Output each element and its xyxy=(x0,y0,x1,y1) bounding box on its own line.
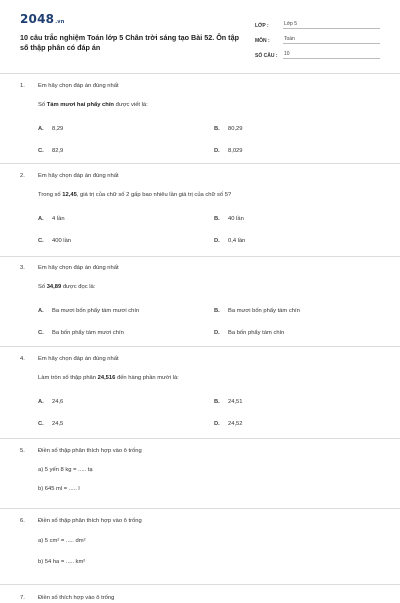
option-a[interactable]: A. 4 lần xyxy=(38,216,65,222)
question-body: Làm tròn số thập phân 24,516 đến hàng phần mười là: xyxy=(38,375,179,381)
meta-label: SỐ CÂU : xyxy=(255,53,278,59)
question-2 xyxy=(20,171,380,244)
divider xyxy=(0,438,400,439)
sub-question-b: b) 54 ha = ..... km² xyxy=(38,559,86,565)
meta-row-class xyxy=(255,14,380,29)
question-1 xyxy=(20,81,380,154)
question-number: 4. xyxy=(20,356,25,362)
question-6 xyxy=(20,516,380,565)
option-b[interactable]: B. Ba mươi bốn phẩy tám chín xyxy=(214,308,300,314)
option-d[interactable]: D. 8,029 xyxy=(214,148,243,154)
question-number: 5. xyxy=(20,448,25,454)
option-b[interactable]: B. 24,51 xyxy=(214,399,243,405)
question-prompt: Em hãy chọn đáp án đúng nhất xyxy=(38,265,119,271)
question-3 xyxy=(20,263,380,336)
question-number: 6. xyxy=(20,518,25,524)
option-b[interactable]: B. 80,29 xyxy=(214,126,243,132)
sub-question-a: a) 5 cm² = ..... dm² xyxy=(38,538,86,544)
meta-label: MÔN : xyxy=(255,38,270,44)
divider xyxy=(0,256,400,257)
page-title: 10 câu trắc nghiệm Toán lớp 5 Chân trời sáng tạo Bài 52. Ôn tập số thập phân có đáp án xyxy=(20,33,239,52)
question-7 xyxy=(20,593,380,603)
option-c[interactable]: C. 82,9 xyxy=(38,148,64,154)
question-4 xyxy=(20,354,380,427)
meta-row-subject xyxy=(255,29,380,44)
divider xyxy=(0,163,400,164)
option-d[interactable]: D. 24,52 xyxy=(214,421,243,427)
question-5 xyxy=(20,446,380,492)
sub-question-a: a) 5 yến 8 kg = ..... tạ xyxy=(38,467,93,473)
divider xyxy=(0,346,400,347)
question-body: Trong số 12,45, giá trị của chữ số 2 gấp bao nhiêu lần giá trị của chữ số 5? xyxy=(38,192,232,198)
question-prompt: Điền số thích hợp vào ô trống xyxy=(38,595,115,601)
sub-question-b: b) 645 ml = ..... l xyxy=(38,486,80,492)
option-a[interactable]: A. Ba mươi bốn phẩy tám mươi chín xyxy=(38,308,140,314)
question-number: 2. xyxy=(20,173,25,179)
question-number: 1. xyxy=(20,83,25,89)
question-prompt: Em hãy chọn đáp án đúng nhất xyxy=(38,173,119,179)
question-body: Số Tám mươi hai phẩy chín được viết là: xyxy=(38,102,148,108)
question-number: 3. xyxy=(20,265,25,271)
question-prompt: Em hãy chọn đáp án đúng nhất xyxy=(38,356,119,362)
option-c[interactable]: C. Ba bốn phẩy tám mươi chín xyxy=(38,330,124,336)
question-prompt: Điền số thập phân thích hợp vào ô trống xyxy=(38,518,142,524)
option-c[interactable]: C. 400 lần xyxy=(38,238,72,244)
option-b[interactable]: B. 40 lần xyxy=(214,216,244,222)
site-logo[interactable]: 2048.vn xyxy=(20,12,65,26)
question-number: 7. xyxy=(20,595,25,601)
question-prompt: Em hãy chọn đáp án đúng nhất xyxy=(38,83,119,89)
meta-label: LỚP : xyxy=(255,23,269,29)
meta-value: Lớp 5 xyxy=(283,21,380,29)
divider xyxy=(0,73,400,74)
option-a[interactable]: A. 24,6 xyxy=(38,399,64,405)
meta-info xyxy=(255,14,380,59)
question-body: Số 34,89 được đọc là: xyxy=(38,284,96,290)
question-prompt: Điền số thập phân thích hợp vào ô trống xyxy=(38,448,142,454)
divider xyxy=(0,508,400,509)
option-c[interactable]: C. 24,5 xyxy=(38,421,64,427)
meta-row-count xyxy=(255,44,380,59)
meta-value: Toán xyxy=(283,36,380,44)
divider xyxy=(0,584,400,585)
option-d[interactable]: D. Ba bốn phẩy tám chín xyxy=(214,330,285,336)
option-d[interactable]: D. 0,4 lần xyxy=(214,238,246,244)
meta-value: 10 xyxy=(283,51,380,59)
option-a[interactable]: A. 8,29 xyxy=(38,126,64,132)
